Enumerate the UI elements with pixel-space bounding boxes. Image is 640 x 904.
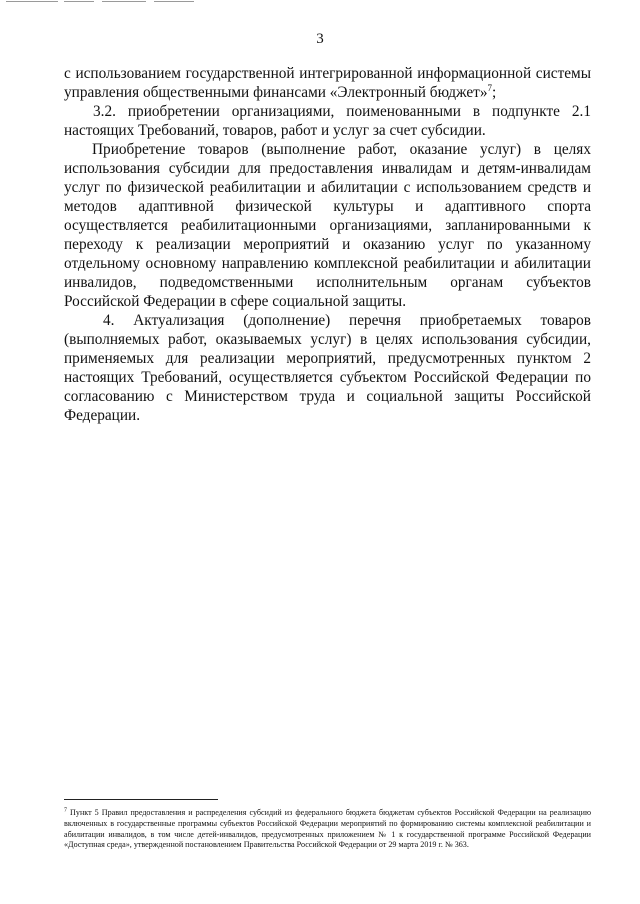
- paragraph-text: с использованием государственной интегрированной информационной системы управления общественными финансами «Электронный бюджет»: [64, 65, 591, 101]
- footnote-marker: 7: [64, 807, 67, 814]
- paragraph-continuation: [64, 64, 591, 102]
- footnote-text: Пункт 5 Правил предоставления и распределения субсидий из федерального бюджета бюджетам субъектов Российской Федерации на реализацию включенных в государственные программы субъектов Российской Федерации мероприятий по формированию системы комплексной реабилитации и абилитации инвалидов, в том числе детей-инвалидов, предусмотренных приложением № 1 к государственной программе Российской Федерации «Доступная среда», утвержденной постановлением Правительства Российской Федерации от 29 марта 2019 г. № 363.: [64, 808, 592, 850]
- footnote: [64, 808, 591, 851]
- footnote-separator: [64, 799, 218, 800]
- paragraph-procurement: Приобретение товаров (выполнение работ, оказание услуг) в целях использования субсидии для предоставления инвалидам и детям-инвалидам услуг по физической реабилитации и абилитации с использованием средств и методов адаптивной физической культуры и адаптивного спорта осуществляется реабилитационными организациями, запланированными к переходу к реализации мероприятий и оказанию услуг по указанному отдельному основному направлению комплексной реабилитации и абилитации инвалидов, подведомственными исполнительным органам субъектов Российской Федерации в сфере социальной защиты.: [64, 141, 591, 310]
- scan-header-marks: [6, 0, 206, 6]
- footnote-reference: 7: [487, 82, 493, 93]
- paragraph-3-2: 3.2. приобретении организациями, поименованными в подпункте 2.1 настоящих Требований, товаров, работ и услуг за счет субсидии.: [64, 103, 591, 139]
- paragraph-punctuation: ;: [492, 84, 497, 101]
- paragraph-4: 4. Актуализация (дополнение) перечня приобретаемых товаров (выполняемых работ, оказываемых услуг) в целях использования субсидии, применяемых для реализации мероприятий, предусмотренных пунктом 2 настоящих Требований, осуществляется субъектом Российской Федерации по согласованию с Министерством труда и социальной защиты Российской Федерации.: [64, 312, 591, 424]
- document-body: [64, 64, 591, 425]
- page-number: 3: [316, 31, 324, 47]
